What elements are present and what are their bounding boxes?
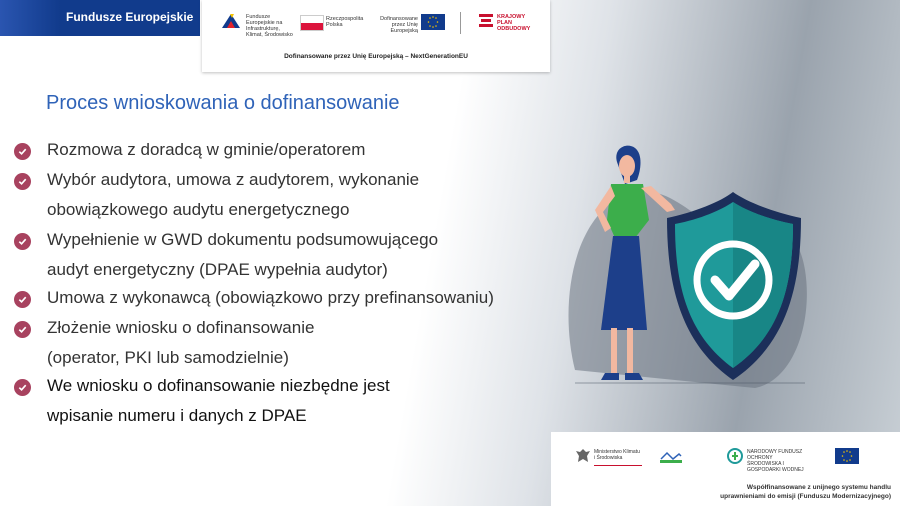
nfosigw-logo-icon <box>727 448 743 464</box>
eu-flag-icon <box>835 448 859 464</box>
page-title: Proces wnioskowania o dofinansowanie <box>46 92 400 114</box>
polish-flag-icon <box>300 15 324 31</box>
rp-text: Rzeczpospolita Polska <box>326 16 364 28</box>
step-text: Rozmowa z doradcą w gminie/operatorem <box>47 140 366 159</box>
eu-funding-text: Dofinansowane przez Unię Europejską <box>380 16 418 34</box>
check-icon <box>14 379 31 396</box>
fe-program-text: Fundusze Europejskie na Infrastrukturę, Klimat, Środowisko <box>246 14 293 38</box>
step-text: wpisanie numeru i danych z DPAE <box>47 406 307 425</box>
header-caption: Dofinansowane przez Unię Europejską – NextGenerationEU <box>284 53 468 60</box>
eagle-emblem-icon <box>575 447 591 465</box>
header-logo-strip <box>202 0 550 72</box>
fundusze-europejskie-label: Fundusze Europejskie <box>66 10 194 24</box>
step-text: Złożenie wniosku o dofinansowanie <box>47 318 315 337</box>
step-text: We wniosku o dofinansowanie niezbędne jest <box>47 376 390 395</box>
ministry-underline <box>594 465 642 466</box>
nfosigw-text: NARODOWY FUNDUSZ OCHRONY ŚRODOWISKA I GOSPODARKI WODNEJ <box>747 449 804 473</box>
footer-logo-strip <box>551 432 900 506</box>
logo-divider <box>460 12 461 34</box>
check-icon <box>14 291 31 308</box>
program-logo-icon <box>659 449 683 465</box>
fundusze-europejskie-band <box>0 0 200 36</box>
kpo-logo-icon <box>478 12 494 32</box>
check-icon <box>14 173 31 190</box>
eu-stars-decoration <box>0 0 60 36</box>
step-text: (operator, PKI lub samodzielnie) <box>47 348 289 367</box>
step-text: audyt energetyczny (DPAE wypełnia audytor) <box>47 260 388 279</box>
eu-flag-icon <box>421 14 445 30</box>
check-icon <box>14 233 31 250</box>
footer-caption: Współfinansowane z unijnego systemu handlu uprawnieniami do emisji (Funduszu Modernizacyjnego) <box>720 484 891 500</box>
kpo-text: KRAJOWY PLAN ODBUDOWY <box>497 14 531 32</box>
fe-logo-icon <box>220 12 242 30</box>
woman-shield-illustration <box>555 140 815 400</box>
check-icon <box>14 143 31 160</box>
step-text: Wypełnienie w GWD dokumentu podsumowującego <box>47 230 439 249</box>
check-icon <box>14 321 31 338</box>
step-text: obowiązkowego audytu energetycznego <box>47 200 350 219</box>
ministry-text: Ministerstwo Klimatu i Środowiska <box>594 449 640 461</box>
step-text: Wybór audytora, umowa z audytorem, wykonanie <box>47 170 420 189</box>
step-text: Umowa z wykonawcą (obowiązkowo przy prefinansowaniu) <box>47 288 494 307</box>
